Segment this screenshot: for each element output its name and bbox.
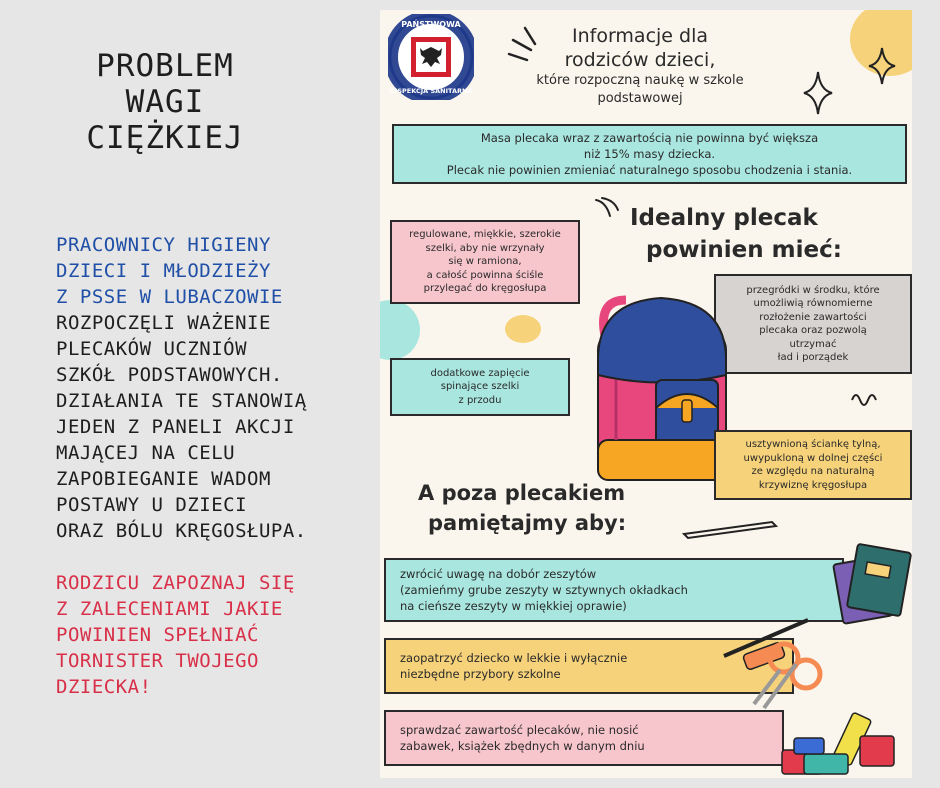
- sanitary-inspection-logo: [388, 14, 474, 100]
- check-backpack-advice: [384, 710, 784, 766]
- text-line: PRACOWNICY HIGIENY: [56, 234, 271, 256]
- text-line: Z ZALECENIAMI JAKIE: [56, 598, 283, 620]
- text-line: dodatkowe zapięcie: [430, 367, 530, 379]
- backpack-illustration: [576, 280, 736, 490]
- pencil-icon: [680, 516, 780, 540]
- heading-line: A poza plecakiem: [418, 481, 626, 505]
- decor-blob: [505, 315, 541, 343]
- text-line: zwrócić uwagę na dobór zeszytów: [400, 567, 597, 581]
- text-line: rozłożenie zawartości: [759, 311, 867, 323]
- text-line: utrzymać: [789, 338, 837, 350]
- text-line: zabawek, książek zbędnych w danym dniu: [400, 739, 645, 753]
- sparkle-icon: [865, 44, 899, 88]
- text-line: przegródki w środku, które: [746, 284, 880, 296]
- chest-clip-feature: [390, 358, 570, 416]
- text-line: zaopatrzyć dziecko w lekkie i wyłącznie: [400, 651, 628, 665]
- text-line: DZIECKA!: [56, 676, 152, 698]
- text-line: MAJĄCEJ NA CELU: [56, 442, 236, 464]
- text-line: plecaka oraz pozwolą: [759, 325, 867, 336]
- heading-line: Idealny plecak: [630, 205, 818, 231]
- action-description: [56, 310, 376, 544]
- header-line: które rozpoczną naukę w szkole: [536, 73, 744, 88]
- heading-line: pamiętajmy aby:: [428, 511, 627, 535]
- text-line: umożliwią równomierne: [753, 298, 873, 309]
- text-line: ORAZ BÓLU KRĘGOSŁUPA.: [56, 520, 307, 542]
- header-line: Informacje dla: [571, 25, 709, 47]
- logo-top-text: PAŃSTWOWA: [401, 20, 461, 29]
- text-line: DZIAŁANIA TE STANOWIĄ: [56, 390, 307, 412]
- text-line: spinające szelki: [440, 381, 520, 393]
- poster-header: [500, 24, 780, 108]
- text-line: DZIECI I MŁODZIEŻY: [56, 260, 271, 282]
- burst-icon: [592, 196, 622, 226]
- text-line: PLECAKÓW UCZNIÓW: [56, 338, 248, 360]
- text-line: ROZPOCZĘLI WAŻENIE: [56, 312, 271, 334]
- text-line: SZKÓŁ PODSTAWOWYCH.: [56, 364, 283, 386]
- left-description: [56, 232, 376, 700]
- text-line: a całość powinna ściśle: [426, 269, 544, 281]
- text-line: usztywnioną ściankę tylną,: [745, 439, 881, 450]
- remember-heading: [418, 478, 678, 538]
- text-line: sprawdzać zawartość plecaków, nie nosić: [400, 723, 639, 737]
- infographic-poster: [380, 10, 912, 778]
- title-line: CIĘŻKIEJ: [86, 120, 244, 156]
- text-line: Plecak nie powinien zmieniać naturalnego sposobu chodzenia i stania.: [446, 163, 853, 177]
- header-line: rodziców dzieci,: [564, 49, 716, 71]
- backpack-mass-info: [392, 124, 907, 184]
- logo-bottom-text: INSPEKCJA SANITARNA: [389, 87, 473, 95]
- text-line: niż 15% masy dziecka.: [583, 147, 716, 161]
- psse-intro: [56, 232, 376, 310]
- heading-line: powinien mieć:: [646, 237, 842, 263]
- text-line: z przodu: [458, 394, 502, 406]
- parent-appeal: [56, 570, 376, 700]
- text-line: RODZICU ZAPOZNAJ SIĘ: [56, 572, 295, 594]
- text-line: na cieńsze zeszyty w miękkiej oprawie): [400, 599, 627, 613]
- toy-blocks-icon: [776, 702, 906, 778]
- text-line: szelki, aby nie wrzynały: [425, 242, 545, 254]
- text-line: uwypukloną w dolnej części: [743, 452, 883, 464]
- text-line: POSTAWY U DZIECI: [56, 494, 248, 516]
- dividers-feature: [714, 274, 912, 374]
- text-line: TORNISTER TWOJEGO: [56, 650, 259, 672]
- text-line: (zamieńmy grube zeszyty w sztywnych okładkach: [400, 583, 688, 597]
- text-line: ZAPOBIEGANIE WADOM: [56, 468, 271, 490]
- text-line: regulowane, miękkie, szerokie: [409, 229, 561, 241]
- decor-blob: [380, 300, 420, 360]
- text-line: ze względu na naturalną: [751, 466, 875, 477]
- text-line: Z PSSE W LUBACZOWIE: [56, 286, 283, 308]
- sparkle-icon: [800, 68, 836, 118]
- text-line: JEDEN Z PANELI AKCJI: [56, 416, 295, 438]
- text-line: Masa plecaka wraz z zawartością nie powinna być większa: [480, 131, 819, 145]
- straps-feature: [390, 220, 580, 304]
- squiggle-icon: [848, 386, 882, 410]
- text-line: przylegać do kręgosłupa: [423, 283, 547, 295]
- text-line: krzywiznę kręgosłupa: [758, 479, 868, 491]
- text-line: się w ramiona,: [448, 256, 522, 268]
- page-title: [60, 48, 270, 156]
- title-line: PROBLEM: [96, 48, 234, 84]
- title-line: WAGI: [125, 84, 205, 120]
- ideal-backpack-heading: [630, 202, 870, 266]
- text-line: niezbędne przybory szkolne: [400, 667, 561, 681]
- rigid-back-feature: [714, 430, 912, 500]
- text-line: POWINIEN SPEŁNIAĆ: [56, 624, 259, 646]
- text-line: ład i porządek: [777, 352, 849, 363]
- header-line: podstawowej: [597, 91, 683, 106]
